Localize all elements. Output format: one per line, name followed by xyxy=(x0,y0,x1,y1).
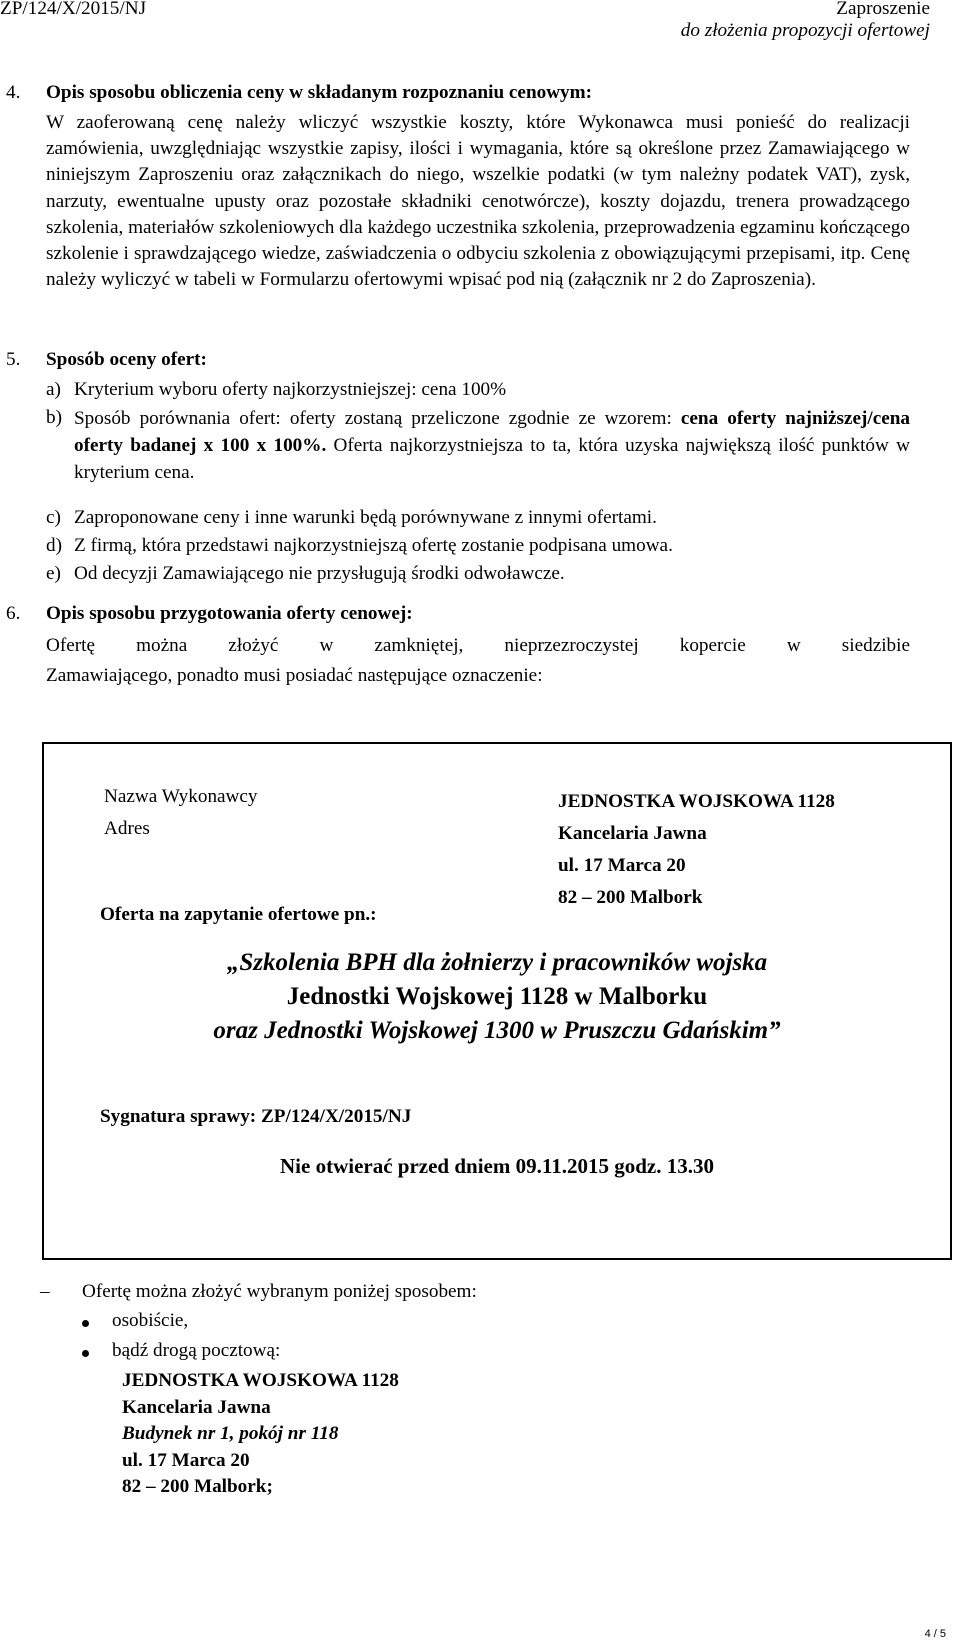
item-text: Kryterium wyboru oferty najkorzystniejszej: cena 100% xyxy=(74,379,507,400)
case-signature: Sygnatura sprawy: ZP/124/X/2015/NJ xyxy=(100,1106,412,1127)
item-text: Z firmą, która przedstawi najkorzystniejszą ofertę zostanie podpisana umowa. xyxy=(74,535,673,556)
item-label: c) xyxy=(46,507,61,528)
section-4-title: Opis sposobu obliczenia ceny w składanym rozpoznaniu cenowym: xyxy=(46,82,593,103)
recipient-line: 82 – 200 Malbork xyxy=(558,887,703,908)
item-text xyxy=(74,405,910,486)
item-text: Zaproponowane ceny i inne warunki będą porównywane z innymi ofertami. xyxy=(74,507,657,528)
best-offer-text: Oferta najkorzystniejsza to ta, która uzyska największą ilość punktów w kryterium cena. xyxy=(74,435,911,483)
document-type-line1: Zaproszenie xyxy=(836,0,930,19)
item-label: e) xyxy=(46,563,61,584)
postal-address-line: ul. 17 Marca 20 xyxy=(122,1449,250,1471)
section-5-title: Sposób oceny ofert: xyxy=(46,349,207,370)
dash-marker: – xyxy=(40,1281,50,1302)
section-4-number: 4. xyxy=(6,82,21,103)
postal-address-line: Budynek nr 1, pokój nr 118 xyxy=(122,1423,339,1444)
comparison-method-text: Sposób porównania ofert: oferty zostaną przeliczone zgodnie ze wzorem: xyxy=(74,408,672,429)
postal-address-line: 82 – 200 Malbork; xyxy=(122,1476,273,1497)
section-5-number: 5. xyxy=(6,349,21,370)
criterion-item xyxy=(46,405,910,485)
section-6-number: 6. xyxy=(6,603,21,624)
item-label: d) xyxy=(46,535,62,556)
section-6-title: Opis sposobu przygotowania oferty cenowej: xyxy=(46,603,413,624)
offer-title-line3: oraz Jednostki Wojskowej 1300 w Pruszczu Gdańskim” xyxy=(213,1017,781,1044)
price-formula: cena oferty najniższej/cena oferty badanej x 100 x 100%. xyxy=(74,408,910,456)
postal-address-line: JEDNOSTKA WOJSKOWA 1128 xyxy=(122,1370,399,1391)
recipient-line: ul. 17 Marca 20 xyxy=(558,855,686,876)
document-type-line2: do złożenia propozycji ofertowej xyxy=(680,20,930,41)
postal-address-line: Kancelaria Jawna xyxy=(122,1396,271,1418)
item-label: b) xyxy=(46,407,62,428)
do-not-open-notice: Nie otwierać przed dniem 09.11.2015 godz. 13.30 xyxy=(280,1154,714,1178)
sender-address: Adres xyxy=(104,818,150,839)
bullet-icon xyxy=(82,1320,89,1327)
offer-title-line1: „Szkolenia BPH dla żołnierzy i pracowników wojska xyxy=(226,949,768,976)
offer-title-line2: Jednostki Wojskowej 1128 w Malborku xyxy=(286,983,708,1010)
recipient-line: JEDNOSTKA WOJSKOWA 1128 xyxy=(558,791,835,812)
delivery-option: osobiście, xyxy=(112,1310,189,1331)
recipient-line: Kancelaria Jawna xyxy=(558,823,707,844)
envelope-marking-box xyxy=(42,742,952,1260)
bullet-icon xyxy=(82,1350,89,1357)
item-text: Od decyzji Zamawiającego nie przysługują środki odwoławcze. xyxy=(74,563,565,584)
item-label: a) xyxy=(46,379,61,400)
recipient-address xyxy=(558,786,835,914)
postal-address xyxy=(122,1368,399,1501)
section-4-body: W zaoferowaną cenę należy wliczyć wszystkie koszty, które Wykonawca musi ponieść do realizacji zamówienia, uwzględniając wszystkie zapisy, ilości i wymagania, które są określone przez Zamawiającego w niniejszym Zaproszeniu oraz załącznikach do niego, wszelkie podatki (w tym należny podatek VAT), zysk, narzuty, ewentualne upusty oraz pozostałe składniki cenotwórcze), koszty dojazdu, trenera prowadzącego szkolenia, materiałów szkoleniowych dla każdego uczestnika szkolenia, przeprowadzenia egzaminu kończącego szkolenie i sprawdzającego wiedze, zaświadczenia o odbyciu szkolenia z obowiązującymi przepisami, itp. Cenę należy wyliczyć w tabeli w Formularzu ofertowymi wpisać pod nią (załącznik nr 2 do Zaproszenia). xyxy=(46,112,910,291)
delivery-intro: Ofertę można złożyć wybranym poniżej sposobem: xyxy=(82,1281,477,1302)
offer-label: Oferta na zapytanie ofertowe pn.: xyxy=(100,904,377,925)
section-6-line1: Ofertę można złożyć w zamkniętej, nieprzezroczystej kopercie w siedzibie xyxy=(46,635,910,656)
offer-title xyxy=(44,946,950,1048)
section-6-line2: Zamawiającego, ponadto musi posiadać następujące oznaczenie: xyxy=(46,665,543,686)
page-number: 4 / 5 xyxy=(924,1628,946,1640)
document-reference: ZP/124/X/2015/NJ xyxy=(0,0,147,19)
delivery-option: bądź drogą pocztową: xyxy=(112,1340,281,1361)
sender-name: Nazwa Wykonawcy xyxy=(104,786,258,807)
document-type xyxy=(681,0,930,42)
